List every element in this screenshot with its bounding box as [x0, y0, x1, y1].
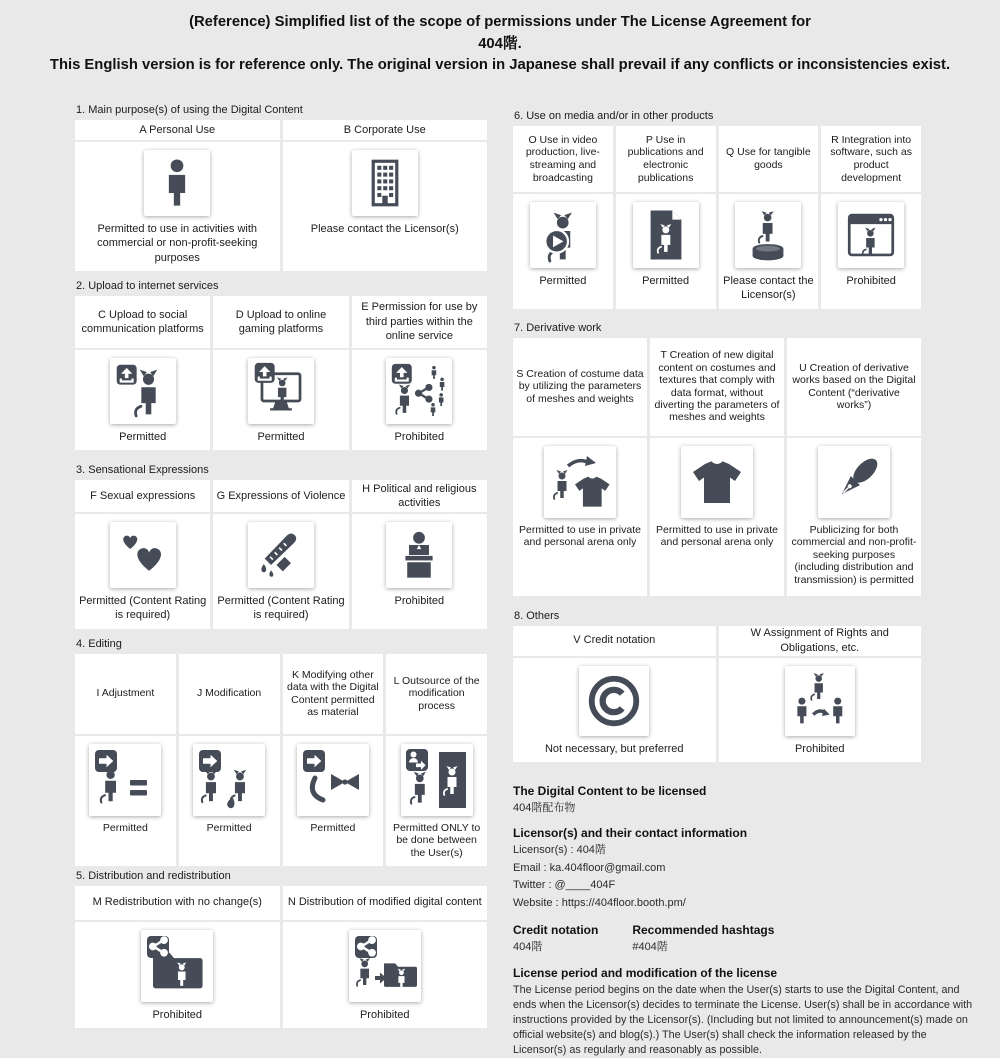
- modification-icon: [193, 744, 265, 816]
- credit-notation-heading: Credit notation: [513, 923, 599, 938]
- podium-speaker-icon: [386, 522, 452, 588]
- licensor-contact-line-2: Twitter : @____404F: [513, 879, 616, 892]
- section-6-card-row: [513, 126, 921, 309]
- section-7-heading: 7. Derivative work: [514, 321, 602, 334]
- card-p-body: [616, 194, 716, 309]
- permission-card-k: [283, 654, 384, 866]
- card-w-body: [719, 658, 922, 762]
- card-a-body: [75, 142, 280, 271]
- right-column: [513, 104, 975, 1058]
- card-f-title: F Sexual expressions: [75, 480, 210, 512]
- permission-card-h: [352, 480, 487, 629]
- document-cat-icon: [633, 202, 699, 268]
- card-k-status: Permitted: [310, 821, 356, 834]
- card-u-status: Publicizing for both commercial and non-profit-seeking purposes (including distribution and transmission) is permitted: [791, 523, 917, 586]
- section-5: [75, 870, 487, 1028]
- permission-card-v: [513, 626, 716, 762]
- card-n-body: [283, 922, 488, 1028]
- card-e-status: Prohibited: [394, 430, 445, 443]
- building-icon: [352, 150, 418, 216]
- credit-notation-value: 404階: [513, 941, 543, 954]
- card-v-title: V Credit notation: [513, 626, 716, 656]
- monitor-cat-upload-icon: [248, 358, 314, 424]
- card-p-title: P Use in publications and electronic publications: [616, 126, 716, 192]
- card-b-status: Please contact the Licensor(s): [310, 223, 459, 235]
- section-1-heading: 1. Main purpose(s) of using the Digital Content: [76, 104, 303, 116]
- permission-card-a: [75, 120, 280, 271]
- hearts-icon: [110, 522, 176, 588]
- section-1-card-row: [75, 120, 487, 271]
- page-title-line2: 404階.: [478, 35, 522, 52]
- card-v-body: [513, 658, 716, 762]
- cat-upload-icon: [110, 358, 176, 424]
- section-4-heading: 4. Editing: [76, 637, 122, 650]
- licensor-contact-line-3: Website : https://404floor.booth.pm/: [513, 896, 686, 909]
- licensor-contact-lines: [513, 843, 975, 911]
- page-title-line3: This English version is for reference only. The original version in Japanese shall prevail if any conflicts or inconsistencies exist.: [49, 57, 951, 73]
- card-a-status: Permitted to use in activities with commercial or non-profit-seeking purposes: [97, 223, 258, 264]
- card-l-body: [386, 736, 487, 866]
- card-w-status: Prohibited: [794, 742, 845, 755]
- card-c-title: C Upload to social communication platforms: [75, 296, 210, 348]
- card-h-title: H Political and religious activities: [352, 480, 487, 512]
- card-u-body: [787, 438, 921, 596]
- section-4: [75, 638, 487, 866]
- digital-content-value: 404階配布物: [513, 801, 576, 814]
- permission-card-m: [75, 886, 280, 1028]
- card-v-status: Not necessary, but preferred: [544, 742, 684, 755]
- card-r-body: [821, 194, 921, 309]
- page-title: [0, 12, 1000, 77]
- adjust-icon: [89, 744, 161, 816]
- section-5-heading: 5. Distribution and redistribution: [76, 869, 231, 882]
- card-e-body: [352, 350, 487, 450]
- section-8: [513, 610, 921, 762]
- section-7-card-row: [513, 338, 921, 596]
- licensor-contact-line-1: Email : ka.404floor@gmail.com: [513, 861, 666, 874]
- permission-card-d: [213, 296, 348, 450]
- card-b-body: [283, 142, 488, 271]
- folder-share-icon: [141, 930, 213, 1002]
- permission-card-c: [75, 296, 210, 450]
- card-e-title: E Permission for use by third parties within the online service: [352, 296, 487, 348]
- card-g-body: [213, 514, 348, 629]
- permission-card-p: [616, 126, 716, 309]
- card-g-title: G Expressions of Violence: [213, 480, 348, 512]
- figurine-icon: [735, 202, 801, 268]
- license-period-text: The License period begins on the date when the User(s) starts to use the Digital Content, and ends when the Licensor(s) decides to terminate the License. User(s) shall be in accordance with instructions provided by the Licensor(s). (Including but not limited to announcement(s) made on official website(s) and blog(s).) The User(s) shall check the information released by the Licensor(s) as regularly and reasonably as possible.: [513, 983, 973, 1056]
- hashtags-block: [632, 923, 774, 956]
- license-info-block: [513, 784, 975, 1058]
- left-column: [75, 104, 487, 1028]
- card-d-title: D Upload to online gaming platforms: [213, 296, 348, 348]
- costume-convert-icon: [544, 446, 616, 518]
- card-s-body: [513, 438, 647, 596]
- card-d-body: [213, 350, 348, 450]
- card-n-status: Prohibited: [359, 1008, 410, 1021]
- section-4-card-row: [75, 654, 487, 866]
- credit-row: [513, 923, 975, 956]
- card-l-status: Permitted ONLY to be done between the User(s): [393, 821, 481, 859]
- hashtags-value: #404階: [632, 941, 668, 954]
- card-k-title: K Modifying other data with the Digital Content permitted as material: [283, 654, 384, 734]
- outsource-icon: [401, 744, 473, 816]
- permission-card-q: [719, 126, 819, 309]
- card-q-body: [719, 194, 819, 309]
- card-t-body: [650, 438, 784, 596]
- card-n-title: N Distribution of modified digital content: [283, 886, 488, 920]
- card-o-title: O Use in video production, live-streaming and broadcasting: [513, 126, 613, 192]
- card-c-status: Permitted: [119, 430, 167, 443]
- card-c-body: [75, 350, 210, 450]
- card-j-status: Permitted: [206, 821, 252, 834]
- knife-icon: [248, 522, 314, 588]
- permission-card-o: [513, 126, 613, 309]
- permission-card-l: [386, 654, 487, 866]
- section-3-heading: 3. Sensational Expressions: [76, 464, 209, 477]
- card-o-body: [513, 194, 613, 309]
- permission-card-u: [787, 338, 921, 596]
- permission-card-w: [719, 626, 922, 762]
- digital-content-heading: The Digital Content to be licensed: [513, 783, 707, 798]
- material-icon: [297, 744, 369, 816]
- section-8-heading: 8. Others: [514, 609, 560, 622]
- pen-icon: [818, 446, 890, 518]
- permission-card-j: [179, 654, 280, 866]
- card-o-status: Permitted: [539, 275, 587, 287]
- permission-card-n: [283, 886, 488, 1028]
- card-s-title: S Creation of costume data by utilizing the parameters of meshes and weights: [513, 338, 647, 436]
- card-u-title: U Creation of derivative works based on the Digital Content (“derivative works”): [787, 338, 921, 436]
- section-3: [75, 464, 487, 629]
- card-w-title: W Assignment of Rights and Obligations, etc.: [719, 626, 922, 656]
- permission-card-t: [650, 338, 784, 596]
- card-b-title: B Corporate Use: [283, 120, 488, 140]
- folder-modified-share-icon: [349, 930, 421, 1002]
- person-icon: [144, 150, 210, 216]
- card-h-body: [352, 514, 487, 629]
- card-m-status: Prohibited: [152, 1008, 203, 1021]
- card-s-status: Permitted to use in private and personal arena only: [519, 523, 641, 549]
- license-period-heading: License period and modification of the license: [513, 965, 778, 980]
- permission-card-b: [283, 120, 488, 271]
- card-k-body: [283, 736, 384, 866]
- card-p-status: Permitted: [642, 275, 690, 287]
- card-g-status: Permitted (Content Rating is required): [217, 595, 345, 622]
- software-window-cat-icon: [838, 202, 904, 268]
- permission-card-i: [75, 654, 176, 866]
- rights-transfer-icon: [785, 666, 855, 736]
- card-d-status: Permitted: [257, 430, 305, 443]
- card-a-title: A Personal Use: [75, 120, 280, 140]
- card-f-status: Permitted (Content Rating is required): [79, 595, 207, 622]
- card-l-title: L Outsource of the modification process: [386, 654, 487, 734]
- permission-card-r: [821, 126, 921, 309]
- page-title-line1: (Reference) Simplified list of the scope of permissions under The License Agreement for: [189, 14, 811, 30]
- section-8-card-row: [513, 626, 921, 762]
- card-j-title: J Modification: [179, 654, 280, 734]
- card-m-body: [75, 922, 280, 1028]
- card-r-status: Prohibited: [846, 275, 896, 287]
- card-f-body: [75, 514, 210, 629]
- card-t-status: Permitted to use in private and personal arena only: [656, 523, 778, 549]
- card-j-body: [179, 736, 280, 866]
- section-7: [513, 322, 921, 596]
- video-cat-icon: [530, 202, 596, 268]
- section-6-heading: 6. Use on media and/or in other products: [514, 110, 714, 122]
- permission-card-f: [75, 480, 210, 629]
- card-t-title: T Creation of new digital content on costumes and textures that comply with data format, without diverting the parameters of meshes and weights: [650, 338, 784, 436]
- card-i-status: Permitted: [102, 821, 148, 834]
- licensor-contact-line-0: Licensor(s) : 404階: [513, 844, 606, 857]
- permission-card-e: [352, 296, 487, 450]
- permission-card-s: [513, 338, 647, 596]
- permission-card-g: [213, 480, 348, 629]
- card-i-body: [75, 736, 176, 866]
- section-2: [75, 280, 487, 450]
- licensor-heading: Licensor(s) and their contact information: [513, 826, 748, 841]
- card-i-title: I Adjustment: [75, 654, 176, 734]
- section-5-card-row: [75, 886, 487, 1028]
- section-2-card-row: [75, 296, 487, 450]
- card-r-title: R Integration into software, such as product development: [821, 126, 921, 192]
- hashtags-heading: Recommended hashtags: [632, 923, 775, 938]
- card-q-title: Q Use for tangible goods: [719, 126, 819, 192]
- costume-icon: [681, 446, 753, 518]
- card-m-title: M Redistribution with no change(s): [75, 886, 280, 920]
- section-6: [513, 110, 921, 309]
- card-q-status: Please contact the Licensor(s): [723, 275, 814, 302]
- credit-notation-block: [513, 923, 598, 956]
- section-1: [75, 104, 487, 271]
- section-3-card-row: [75, 480, 487, 629]
- card-h-status: Prohibited: [394, 595, 445, 608]
- copyright-icon: [579, 666, 649, 736]
- section-2-heading: 2. Upload to internet services: [76, 279, 219, 292]
- share-users-upload-icon: [386, 358, 452, 424]
